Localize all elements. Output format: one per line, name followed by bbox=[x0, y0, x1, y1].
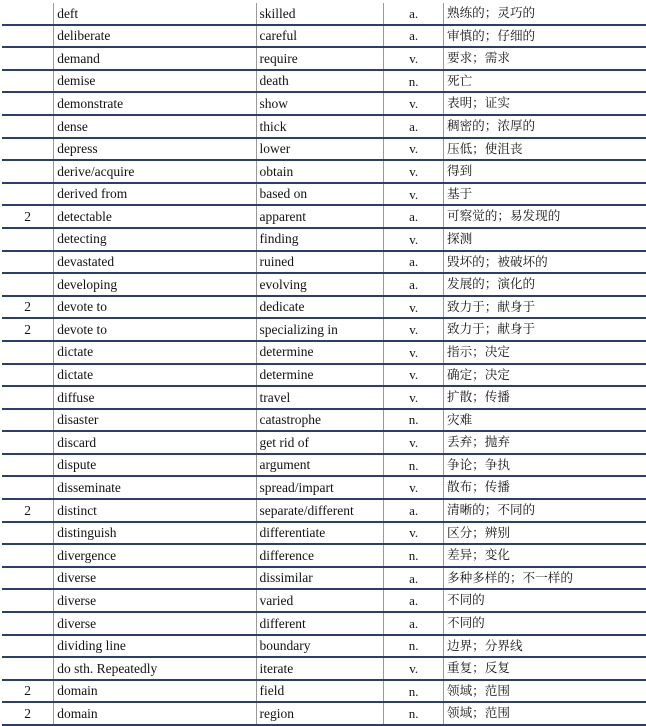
synonym-cell: ruined bbox=[256, 251, 384, 274]
word-cell: demise bbox=[54, 70, 256, 93]
table-row bbox=[2, 567, 646, 590]
frequency-count-cell bbox=[2, 635, 54, 658]
part-of-speech-cell: v. bbox=[384, 318, 444, 341]
chinese-meaning-cell: 审慎的；仔细的 bbox=[443, 25, 646, 48]
synonym-cell: travel bbox=[256, 386, 384, 409]
synonym-cell: dissimilar bbox=[256, 567, 384, 590]
synonym-cell: specializing in bbox=[256, 318, 384, 341]
table-row bbox=[2, 589, 646, 612]
table-row bbox=[2, 92, 646, 115]
part-of-speech-cell: a. bbox=[384, 273, 444, 296]
frequency-count-cell: 2 bbox=[2, 680, 54, 703]
frequency-count-cell: 2 bbox=[2, 296, 54, 319]
table-row bbox=[2, 409, 646, 432]
chinese-meaning-cell: 争论；争执 bbox=[443, 454, 646, 477]
part-of-speech-cell: a. bbox=[384, 25, 444, 48]
part-of-speech-cell: a. bbox=[384, 567, 444, 590]
chinese-meaning-cell: 稠密的；浓厚的 bbox=[443, 115, 646, 138]
frequency-count-cell bbox=[2, 228, 54, 251]
frequency-count-cell: 2 bbox=[2, 205, 54, 228]
word-cell: dense bbox=[54, 115, 256, 138]
part-of-speech-cell: n. bbox=[384, 680, 444, 703]
synonym-cell: based on bbox=[256, 183, 384, 206]
part-of-speech-cell: v. bbox=[384, 657, 444, 680]
chinese-meaning-cell: 确定；决定 bbox=[443, 364, 646, 387]
frequency-count-cell bbox=[2, 160, 54, 183]
synonym-cell: show bbox=[256, 92, 384, 115]
word-cell: dictate bbox=[54, 364, 256, 387]
word-cell: derive/acquire bbox=[54, 160, 256, 183]
frequency-count-cell bbox=[2, 115, 54, 138]
word-cell: demand bbox=[54, 47, 256, 70]
frequency-count-cell bbox=[2, 409, 54, 432]
table-row bbox=[2, 318, 646, 341]
word-cell: do sth. Repeatedly bbox=[54, 657, 256, 680]
frequency-count-cell: 2 bbox=[2, 702, 54, 725]
part-of-speech-cell: v. bbox=[384, 138, 444, 161]
frequency-count-cell bbox=[2, 476, 54, 499]
word-cell: developing bbox=[54, 273, 256, 296]
table-row bbox=[2, 431, 646, 454]
part-of-speech-cell: v. bbox=[384, 160, 444, 183]
word-cell: distinct bbox=[54, 499, 256, 522]
table-row bbox=[2, 228, 646, 251]
word-cell: diverse bbox=[54, 589, 256, 612]
frequency-count-cell: 2 bbox=[2, 499, 54, 522]
synonym-cell: apparent bbox=[256, 205, 384, 228]
frequency-count-cell bbox=[2, 3, 54, 25]
frequency-count-cell bbox=[2, 386, 54, 409]
frequency-count-cell bbox=[2, 522, 54, 545]
frequency-count-cell bbox=[2, 25, 54, 48]
part-of-speech-cell: n. bbox=[384, 454, 444, 477]
synonym-cell: field bbox=[256, 680, 384, 703]
frequency-count-cell bbox=[2, 341, 54, 364]
part-of-speech-cell: v. bbox=[384, 341, 444, 364]
word-cell: domain bbox=[54, 702, 256, 725]
chinese-meaning-cell: 清晰的；不同的 bbox=[443, 499, 646, 522]
table-row bbox=[2, 296, 646, 319]
frequency-count-cell bbox=[2, 251, 54, 274]
word-cell: divergence bbox=[54, 544, 256, 567]
part-of-speech-cell: a. bbox=[384, 612, 444, 635]
table-row bbox=[2, 138, 646, 161]
word-cell: detectable bbox=[54, 205, 256, 228]
word-cell: dividing line bbox=[54, 635, 256, 658]
table-row bbox=[2, 476, 646, 499]
word-cell: derived from bbox=[54, 183, 256, 206]
word-cell: devote to bbox=[54, 318, 256, 341]
synonym-cell: boundary bbox=[256, 635, 384, 658]
part-of-speech-cell: v. bbox=[384, 47, 444, 70]
table-row bbox=[2, 160, 646, 183]
frequency-count-cell bbox=[2, 70, 54, 93]
vocabulary-table-body bbox=[2, 3, 646, 725]
synonym-cell: careful bbox=[256, 25, 384, 48]
synonym-cell: separate/different bbox=[256, 499, 384, 522]
chinese-meaning-cell: 领域；范围 bbox=[443, 680, 646, 703]
chinese-meaning-cell: 重复；反复 bbox=[443, 657, 646, 680]
part-of-speech-cell: a. bbox=[384, 3, 444, 25]
word-cell: domain bbox=[54, 680, 256, 703]
chinese-meaning-cell: 致力于；献身于 bbox=[443, 296, 646, 319]
synonym-cell: difference bbox=[256, 544, 384, 567]
part-of-speech-cell: a. bbox=[384, 589, 444, 612]
synonym-cell: finding bbox=[256, 228, 384, 251]
word-cell: deliberate bbox=[54, 25, 256, 48]
chinese-meaning-cell: 不同的 bbox=[443, 589, 646, 612]
synonym-cell: varied bbox=[256, 589, 384, 612]
synonym-cell: evolving bbox=[256, 273, 384, 296]
part-of-speech-cell: n. bbox=[384, 702, 444, 725]
word-cell: discard bbox=[54, 431, 256, 454]
word-cell: devastated bbox=[54, 251, 256, 274]
chinese-meaning-cell: 致力于；献身于 bbox=[443, 318, 646, 341]
chinese-meaning-cell: 熟练的；灵巧的 bbox=[443, 3, 646, 25]
word-cell: demonstrate bbox=[54, 92, 256, 115]
frequency-count-cell bbox=[2, 612, 54, 635]
chinese-meaning-cell: 可察觉的；易发现的 bbox=[443, 205, 646, 228]
chinese-meaning-cell: 表明；证实 bbox=[443, 92, 646, 115]
part-of-speech-cell: v. bbox=[384, 228, 444, 251]
word-cell: disseminate bbox=[54, 476, 256, 499]
synonym-cell: require bbox=[256, 47, 384, 70]
vocabulary-table bbox=[2, 3, 646, 726]
frequency-count-cell bbox=[2, 589, 54, 612]
chinese-meaning-cell: 指示；决定 bbox=[443, 341, 646, 364]
word-cell: dictate bbox=[54, 341, 256, 364]
part-of-speech-cell: n. bbox=[384, 635, 444, 658]
part-of-speech-cell: a. bbox=[384, 115, 444, 138]
chinese-meaning-cell: 死亡 bbox=[443, 70, 646, 93]
synonym-cell: region bbox=[256, 702, 384, 725]
chinese-meaning-cell: 扩散；传播 bbox=[443, 386, 646, 409]
table-row bbox=[2, 251, 646, 274]
part-of-speech-cell: v. bbox=[384, 522, 444, 545]
table-row bbox=[2, 680, 646, 703]
part-of-speech-cell: v. bbox=[384, 386, 444, 409]
frequency-count-cell bbox=[2, 431, 54, 454]
chinese-meaning-cell: 区分；辨别 bbox=[443, 522, 646, 545]
chinese-meaning-cell: 毁坏的；被破坏的 bbox=[443, 251, 646, 274]
table-row bbox=[2, 702, 646, 725]
chinese-meaning-cell: 压低；使沮丧 bbox=[443, 138, 646, 161]
frequency-count-cell: 2 bbox=[2, 318, 54, 341]
synonym-cell: get rid of bbox=[256, 431, 384, 454]
chinese-meaning-cell: 边界；分界线 bbox=[443, 635, 646, 658]
part-of-speech-cell: a. bbox=[384, 205, 444, 228]
part-of-speech-cell: v. bbox=[384, 296, 444, 319]
table-row bbox=[2, 25, 646, 48]
synonym-cell: death bbox=[256, 70, 384, 93]
chinese-meaning-cell: 领域；范围 bbox=[443, 702, 646, 725]
table-row bbox=[2, 544, 646, 567]
frequency-count-cell bbox=[2, 138, 54, 161]
table-row bbox=[2, 635, 646, 658]
table-row bbox=[2, 115, 646, 138]
frequency-count-cell bbox=[2, 657, 54, 680]
word-cell: depress bbox=[54, 138, 256, 161]
synonym-cell: different bbox=[256, 612, 384, 635]
table-row bbox=[2, 205, 646, 228]
chinese-meaning-cell: 发展的；演化的 bbox=[443, 273, 646, 296]
chinese-meaning-cell: 多种多样的；不一样的 bbox=[443, 567, 646, 590]
part-of-speech-cell: n. bbox=[384, 409, 444, 432]
part-of-speech-cell: v. bbox=[384, 476, 444, 499]
word-cell: devote to bbox=[54, 296, 256, 319]
chinese-meaning-cell: 要求；需求 bbox=[443, 47, 646, 70]
word-cell: dispute bbox=[54, 454, 256, 477]
table-row bbox=[2, 386, 646, 409]
chinese-meaning-cell: 丢弃；抛弃 bbox=[443, 431, 646, 454]
frequency-count-cell bbox=[2, 47, 54, 70]
synonym-cell: determine bbox=[256, 364, 384, 387]
word-cell: diverse bbox=[54, 567, 256, 590]
chinese-meaning-cell: 不同的 bbox=[443, 612, 646, 635]
table-row bbox=[2, 499, 646, 522]
part-of-speech-cell: v. bbox=[384, 431, 444, 454]
frequency-count-cell bbox=[2, 454, 54, 477]
frequency-count-cell bbox=[2, 364, 54, 387]
synonym-cell: obtain bbox=[256, 160, 384, 183]
word-cell: detecting bbox=[54, 228, 256, 251]
chinese-meaning-cell: 灾难 bbox=[443, 409, 646, 432]
table-row bbox=[2, 341, 646, 364]
chinese-meaning-cell: 散布；传播 bbox=[443, 476, 646, 499]
synonym-cell: catastrophe bbox=[256, 409, 384, 432]
synonym-cell: spread/impart bbox=[256, 476, 384, 499]
part-of-speech-cell: v. bbox=[384, 92, 444, 115]
table-row bbox=[2, 273, 646, 296]
part-of-speech-cell: v. bbox=[384, 364, 444, 387]
part-of-speech-cell: v. bbox=[384, 183, 444, 206]
synonym-cell: thick bbox=[256, 115, 384, 138]
table-row bbox=[2, 3, 646, 25]
frequency-count-cell bbox=[2, 183, 54, 206]
word-cell: diverse bbox=[54, 612, 256, 635]
synonym-cell: iterate bbox=[256, 657, 384, 680]
chinese-meaning-cell: 基于 bbox=[443, 183, 646, 206]
part-of-speech-cell: a. bbox=[384, 251, 444, 274]
chinese-meaning-cell: 得到 bbox=[443, 160, 646, 183]
frequency-count-cell bbox=[2, 544, 54, 567]
table-row bbox=[2, 522, 646, 545]
word-cell: diffuse bbox=[54, 386, 256, 409]
part-of-speech-cell: n. bbox=[384, 70, 444, 93]
part-of-speech-cell: a. bbox=[384, 499, 444, 522]
word-cell: distinguish bbox=[54, 522, 256, 545]
chinese-meaning-cell: 差异；变化 bbox=[443, 544, 646, 567]
word-cell: deft bbox=[54, 3, 256, 25]
table-row bbox=[2, 454, 646, 477]
table-row bbox=[2, 183, 646, 206]
synonym-cell: lower bbox=[256, 138, 384, 161]
frequency-count-cell bbox=[2, 273, 54, 296]
synonym-cell: differentiate bbox=[256, 522, 384, 545]
synonym-cell: argument bbox=[256, 454, 384, 477]
synonym-cell: dedicate bbox=[256, 296, 384, 319]
synonym-cell: determine bbox=[256, 341, 384, 364]
table-row bbox=[2, 612, 646, 635]
frequency-count-cell bbox=[2, 567, 54, 590]
table-row bbox=[2, 657, 646, 680]
chinese-meaning-cell: 探测 bbox=[443, 228, 646, 251]
table-row bbox=[2, 47, 646, 70]
part-of-speech-cell: n. bbox=[384, 544, 444, 567]
frequency-count-cell bbox=[2, 92, 54, 115]
table-row bbox=[2, 70, 646, 93]
word-cell: disaster bbox=[54, 409, 256, 432]
synonym-cell: skilled bbox=[256, 3, 384, 25]
table-row bbox=[2, 364, 646, 387]
